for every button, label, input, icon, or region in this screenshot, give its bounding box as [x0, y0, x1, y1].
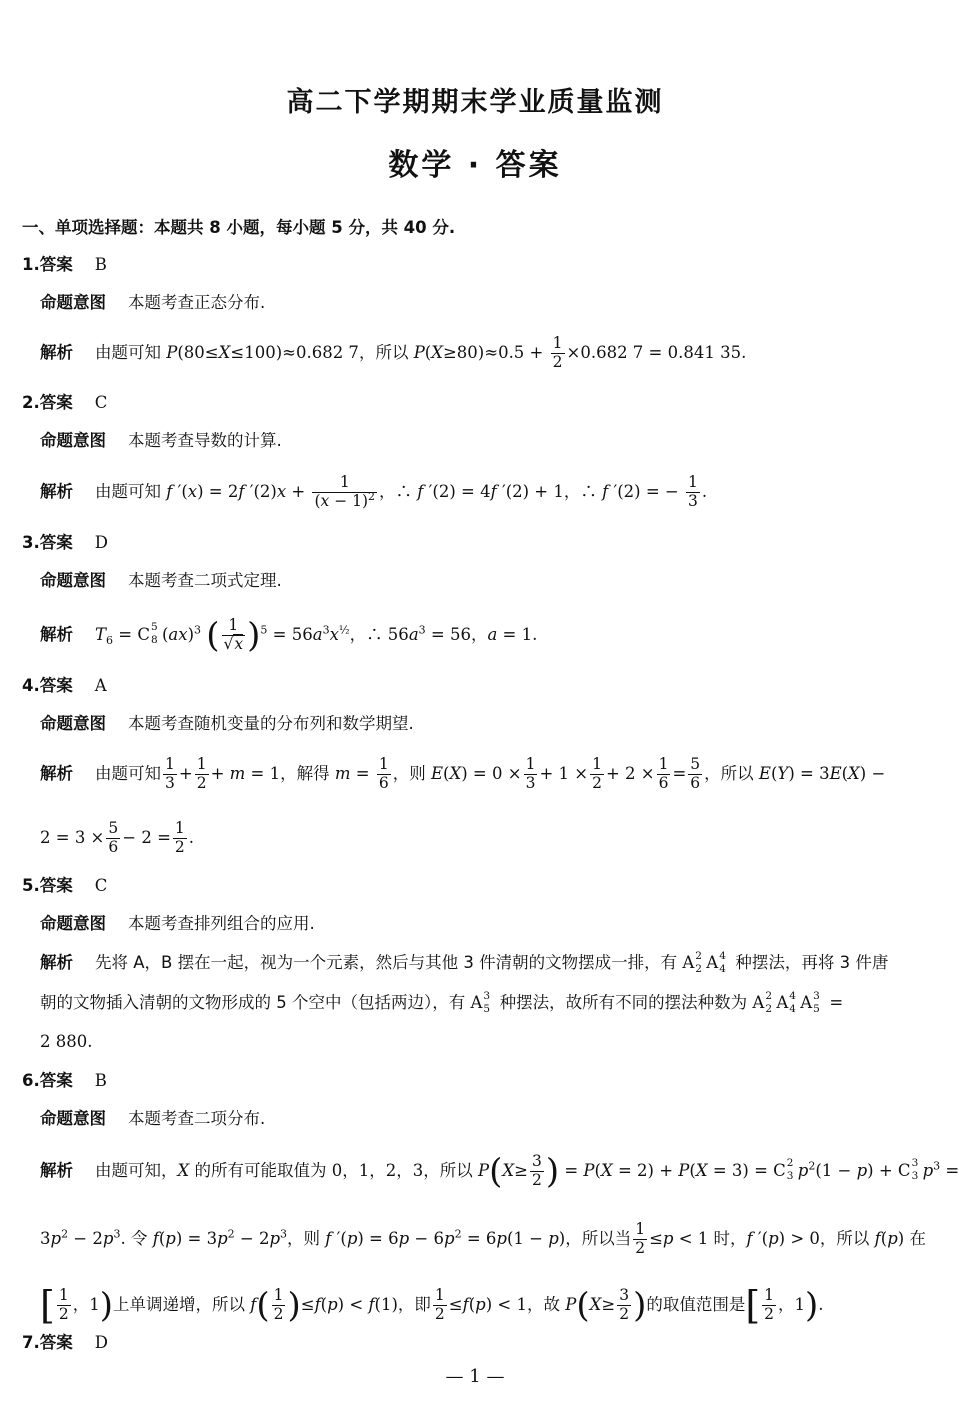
question-5-analysis: 解析 先将 A，B 摆在一起，视为一个元素，然后与其他 3 件清朝的文物摆成一排，有 A 2 2 A 4 4 种摆法，再将 3 件唐: [40, 949, 889, 975]
question-1-analysis: 解析 由题可知 P(80≤X≤100)≈0.682 7，所以 P(X≥80)≈0.5 + $\frac{1}{2}$ ×0.682 7 = 0.841 35.: [40, 334, 747, 371]
question-3-analysis: 解析 $T_6 = C$ 5 8 (ax)$^3$ ( $\frac{1}{√x}$ )$^5 = 56a^3x^{\frac{1}{2}}$，∴ $56a^3 = 56$，a = 1.: [40, 615, 538, 656]
question-6-answer: 6.答案 B: [22, 1071, 107, 1090]
question-3-answer: 3.答案 D: [22, 533, 108, 552]
question-5-analysis-cont: 朝的文物插入清朝的文物形成的 5 个空中（包括两边），有 A 3 5 种摆法，故所有不同的摆法种数为 A 2 2 A 4 4 A 3 5 =: [40, 989, 844, 1015]
section-heading: 一、单项选择题：本题共 8 小题，每小题 5 分，共 40 分.: [22, 218, 456, 237]
question-4-answer: 4.答案 A: [22, 676, 107, 695]
question-1-answer: 1.答案 B: [22, 255, 107, 274]
question-4-analysis-cont: 2 = 3 × $\frac{5}{6}$ − 2 = $\frac{1}{2}$ .: [40, 819, 195, 856]
question-7-answer: 7.答案 D: [22, 1333, 108, 1352]
question-6-intent: 命题意图 本题考查二项分布.: [40, 1109, 266, 1128]
page-title: 高二下学期期末学业质量监测: [286, 87, 664, 118]
question-5-answer: 5.答案 C: [22, 876, 108, 895]
page-subtitle: 数学 · 答案: [388, 148, 562, 183]
question-1-intent: 命题意图 本题考查正态分布.: [40, 293, 266, 312]
question-6-analysis: 解析 由题可知，X 的所有可能取值为 0，1，2，3，所以 P(X≥ $\frac{3}{2}$ ) = P(X = 2) + P(X = 3) = C 2 3 $p^2(1 - p) + C$ 3 3 $p^3$ =: [40, 1151, 959, 1192]
question-5-analysis-end: 2 880.: [40, 1032, 93, 1051]
question-3-intent: 命题意图 本题考查二项式定理.: [40, 571, 282, 590]
question-6-analysis-end: [ $\frac{1}{2}$ ，1)上单调递增，所以 f( $\frac{1}{2}$ )≤f(p) < f(1)，即 $\frac{1}{2}$ ≤f(p) < 1，故 P(X≥ $\frac{3}{2}$ )的取值范围是[ $\frac{1}{2}$ ，1).: [40, 1283, 824, 1328]
question-4-intent: 命题意图 本题考查随机变量的分布列和数学期望.: [40, 714, 414, 733]
question-6-analysis-cont: $3p^2 - 2p^3$. 令 $f(p) = 3p^2 - 2p^3$，则 f $'(p) = 6p - 6p^2 = 6p(1 - p)$，所以当 $\frac{1}{2}$ ≤p < 1 时，f ′(p) > 0，所以 f(p) 在: [40, 1220, 926, 1257]
question-2-intent: 命题意图 本题考查导数的计算.: [40, 431, 282, 450]
question-4-analysis: 解析 由题可知 $\frac{1}{3}$ + $\frac{1}{2}$ + m = 1，解得 m = $\frac{1}{6}$ ，则 E(X) = 0 × $\frac{1}{3}$ + 1 × $\frac{1}{2}$ + 2 × $\frac{1}{6}$ = $\frac{5}{6}$ ，所以 E(Y) = 3E(X) −: [40, 755, 886, 792]
question-2-analysis: 解析 由题可知 f ′(x) = 2f ′(2)x + $\frac{1}{(x - 1)^2}$ ，∴ f ′(2) = 4f ′(2) + 1，∴ f ′(2) = − $\frac{1}{3}$ .: [40, 473, 708, 510]
question-5-intent: 命题意图 本题考查排列组合的应用.: [40, 914, 315, 933]
question-2-answer: 2.答案 C: [22, 393, 108, 412]
page-number: — 1 —: [445, 1366, 505, 1387]
